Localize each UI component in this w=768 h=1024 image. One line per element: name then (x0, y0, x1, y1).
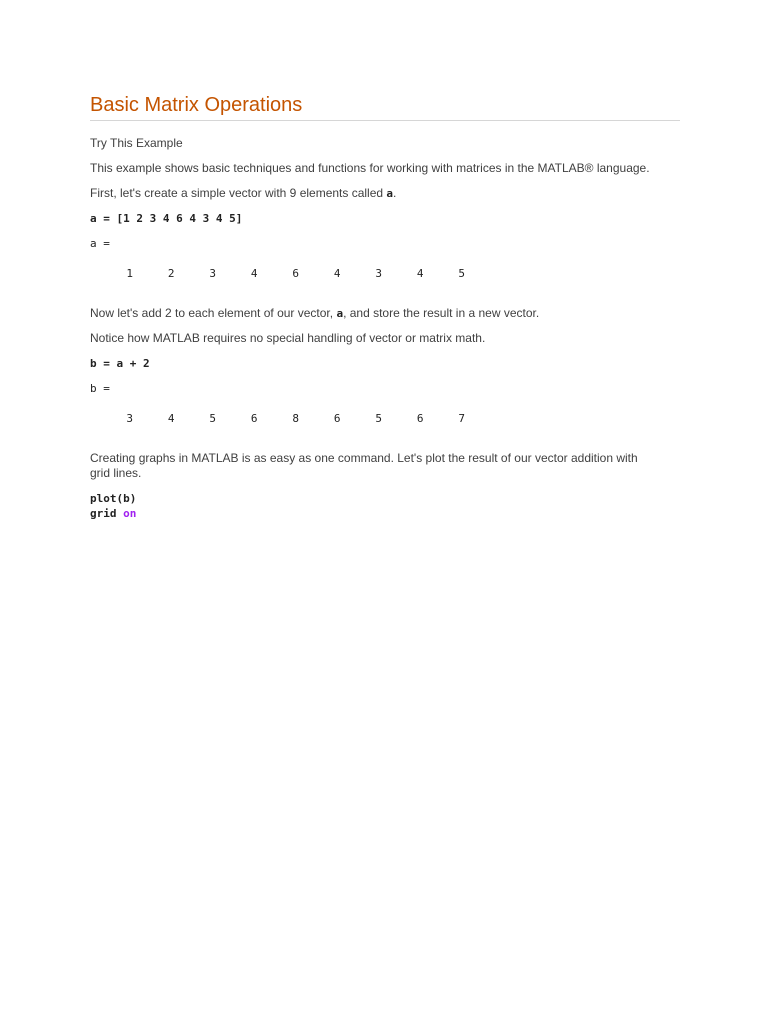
vector-element: 7 (458, 412, 465, 425)
code-grid-command: grid (90, 507, 124, 520)
vector-element: 4 (416, 267, 424, 280)
output-b-values (90, 411, 510, 426)
add-text: Now let's add 2 to each element of our vector, (90, 306, 337, 320)
output-a-label: a = (90, 237, 110, 250)
vector-element: 4 (167, 412, 175, 425)
vector-element: 2 (167, 267, 175, 280)
vector-element: 6 (416, 412, 424, 425)
inline-var-a-2: a (336, 307, 344, 320)
try-this-example-link[interactable]: Try This Example (90, 136, 183, 150)
vector-element: 6 (250, 412, 258, 425)
vector-element: 8 (292, 412, 299, 425)
vector-element: 3 (375, 267, 382, 280)
vector-element: 3 (209, 267, 216, 280)
vector-element: 4 (250, 267, 258, 280)
vector-element: 5 (375, 412, 382, 425)
code-plot: plot(b) (90, 492, 137, 505)
graphs-paragraph (90, 451, 638, 481)
title-divider (90, 120, 680, 121)
add-text-end: , and store the result in a new vector. (343, 306, 540, 320)
vector-element: 3 (126, 412, 133, 425)
add-paragraph (90, 306, 539, 321)
vector-intro-paragraph (90, 186, 396, 201)
code-create-a: a = [1 2 3 4 6 4 3 4 5] (90, 212, 243, 225)
code-grid (90, 506, 136, 521)
vector-element: 6 (333, 412, 341, 425)
inline-var-a: a (386, 187, 394, 200)
output-b-label: b = (90, 382, 110, 395)
vector-element: 1 (126, 267, 133, 280)
vector-intro-text: First, let's create a simple vector with 9 elements called (90, 186, 387, 200)
code-create-b: b = a + 2 (90, 357, 150, 370)
vector-element: 5 (209, 412, 216, 425)
page-title: Basic Matrix Operations (90, 94, 303, 116)
graphs-line-1: Creating graphs in MATLAB is as easy as one command. Let's plot the result of our vector addition with (90, 451, 638, 465)
code-grid-argument: on (123, 507, 137, 520)
vector-element: 6 (292, 267, 299, 280)
matlab-note-paragraph: Notice how MATLAB requires no special handling of vector or matrix math. (90, 331, 486, 345)
intro-paragraph: This example shows basic techniques and functions for working with matrices in the MATLAB® language. (90, 161, 650, 175)
vector-element: 5 (458, 267, 465, 280)
vector-element: 4 (333, 267, 341, 280)
graphs-line-2: grid lines. (90, 466, 142, 480)
vector-intro-end: . (393, 186, 397, 200)
output-a-values (90, 266, 510, 281)
